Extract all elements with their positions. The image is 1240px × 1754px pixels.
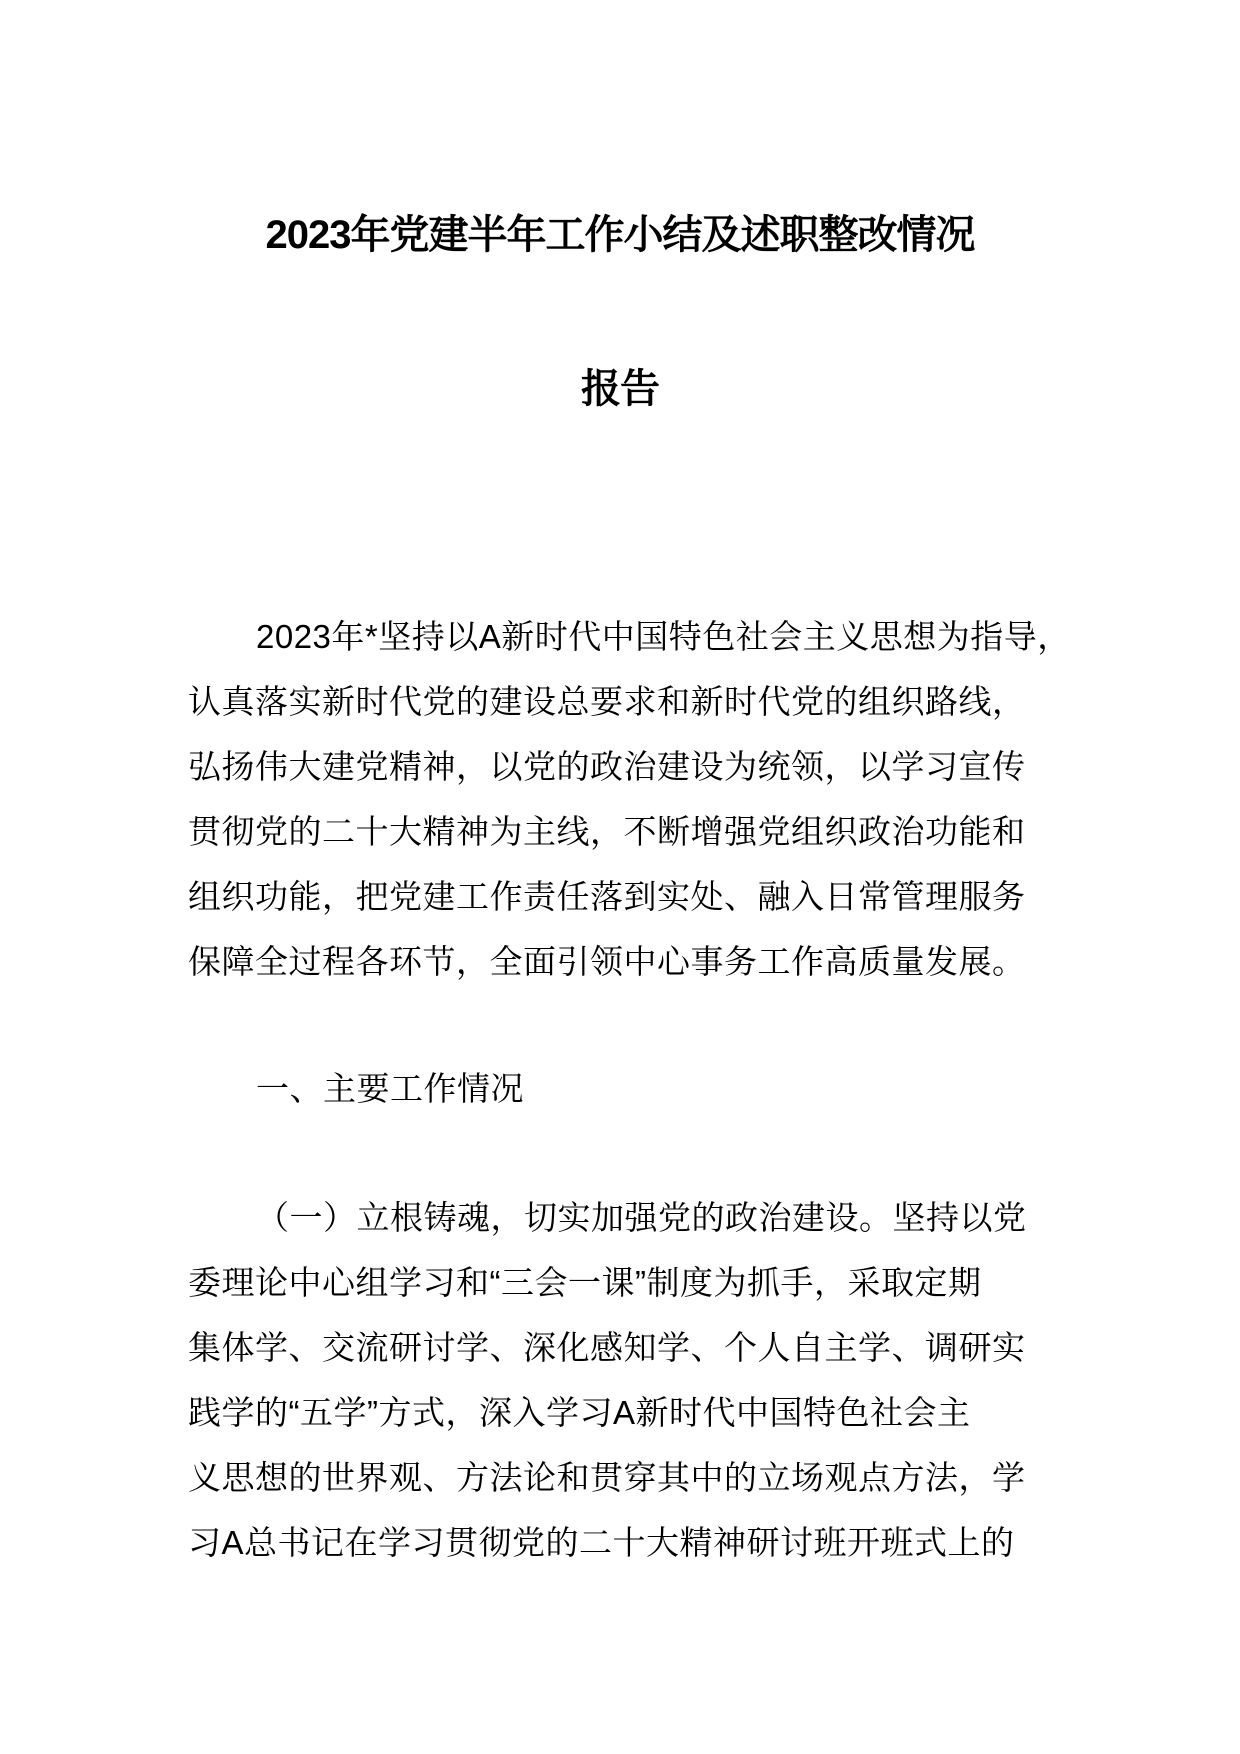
paragraph-line: 义思想的世界观、方法论和贯穿其中的立场观点方法，学 — [188, 1459, 1026, 1496]
paragraph-line: 委理论中心组学习和“三会一课”制度为抓手，采取定期 — [188, 1264, 982, 1301]
paragraph-line: 保障全过程各环节，全面引领中心事务工作高质量发展。 — [188, 943, 1026, 980]
paragraph-line: 践学的“五学”方式，深入学习A新时代中国特色社会主 — [188, 1394, 971, 1431]
paragraph-line: 集体学、交流研讨学、深化感知学、个人自主学、调研实 — [188, 1329, 1026, 1366]
paragraph-line: 贯彻党的二十大精神为主线，不断增强党组织政治功能和 — [188, 813, 1026, 850]
paragraph-line: 2023年*坚持以A新时代中国特色社会主义思想为指导， — [256, 618, 1071, 655]
paragraph-line: （一）立根铸魂，切实加强党的政治建设。坚持以党 — [256, 1199, 1027, 1236]
paragraph-line: 组织功能，把党建工作责任落到实处、融入日常管理服务 — [188, 878, 1026, 915]
paragraph-line: 弘扬伟大建党精神，以党的政治建设为统领，以学习宣传 — [188, 748, 1026, 785]
document-title-continued: 报告 — [581, 367, 659, 411]
paragraph-line: 认真落实新时代党的建设总要求和新时代党的组织路线， — [188, 683, 1026, 720]
paragraph-line: 习A总书记在学习贯彻党的二十大精神研讨班开班式上的 — [188, 1524, 1015, 1561]
section-heading: 一、主要工作情况 — [256, 1070, 524, 1107]
document-title: 2023年党建半年工作小结及述职整改情况 — [265, 213, 975, 257]
